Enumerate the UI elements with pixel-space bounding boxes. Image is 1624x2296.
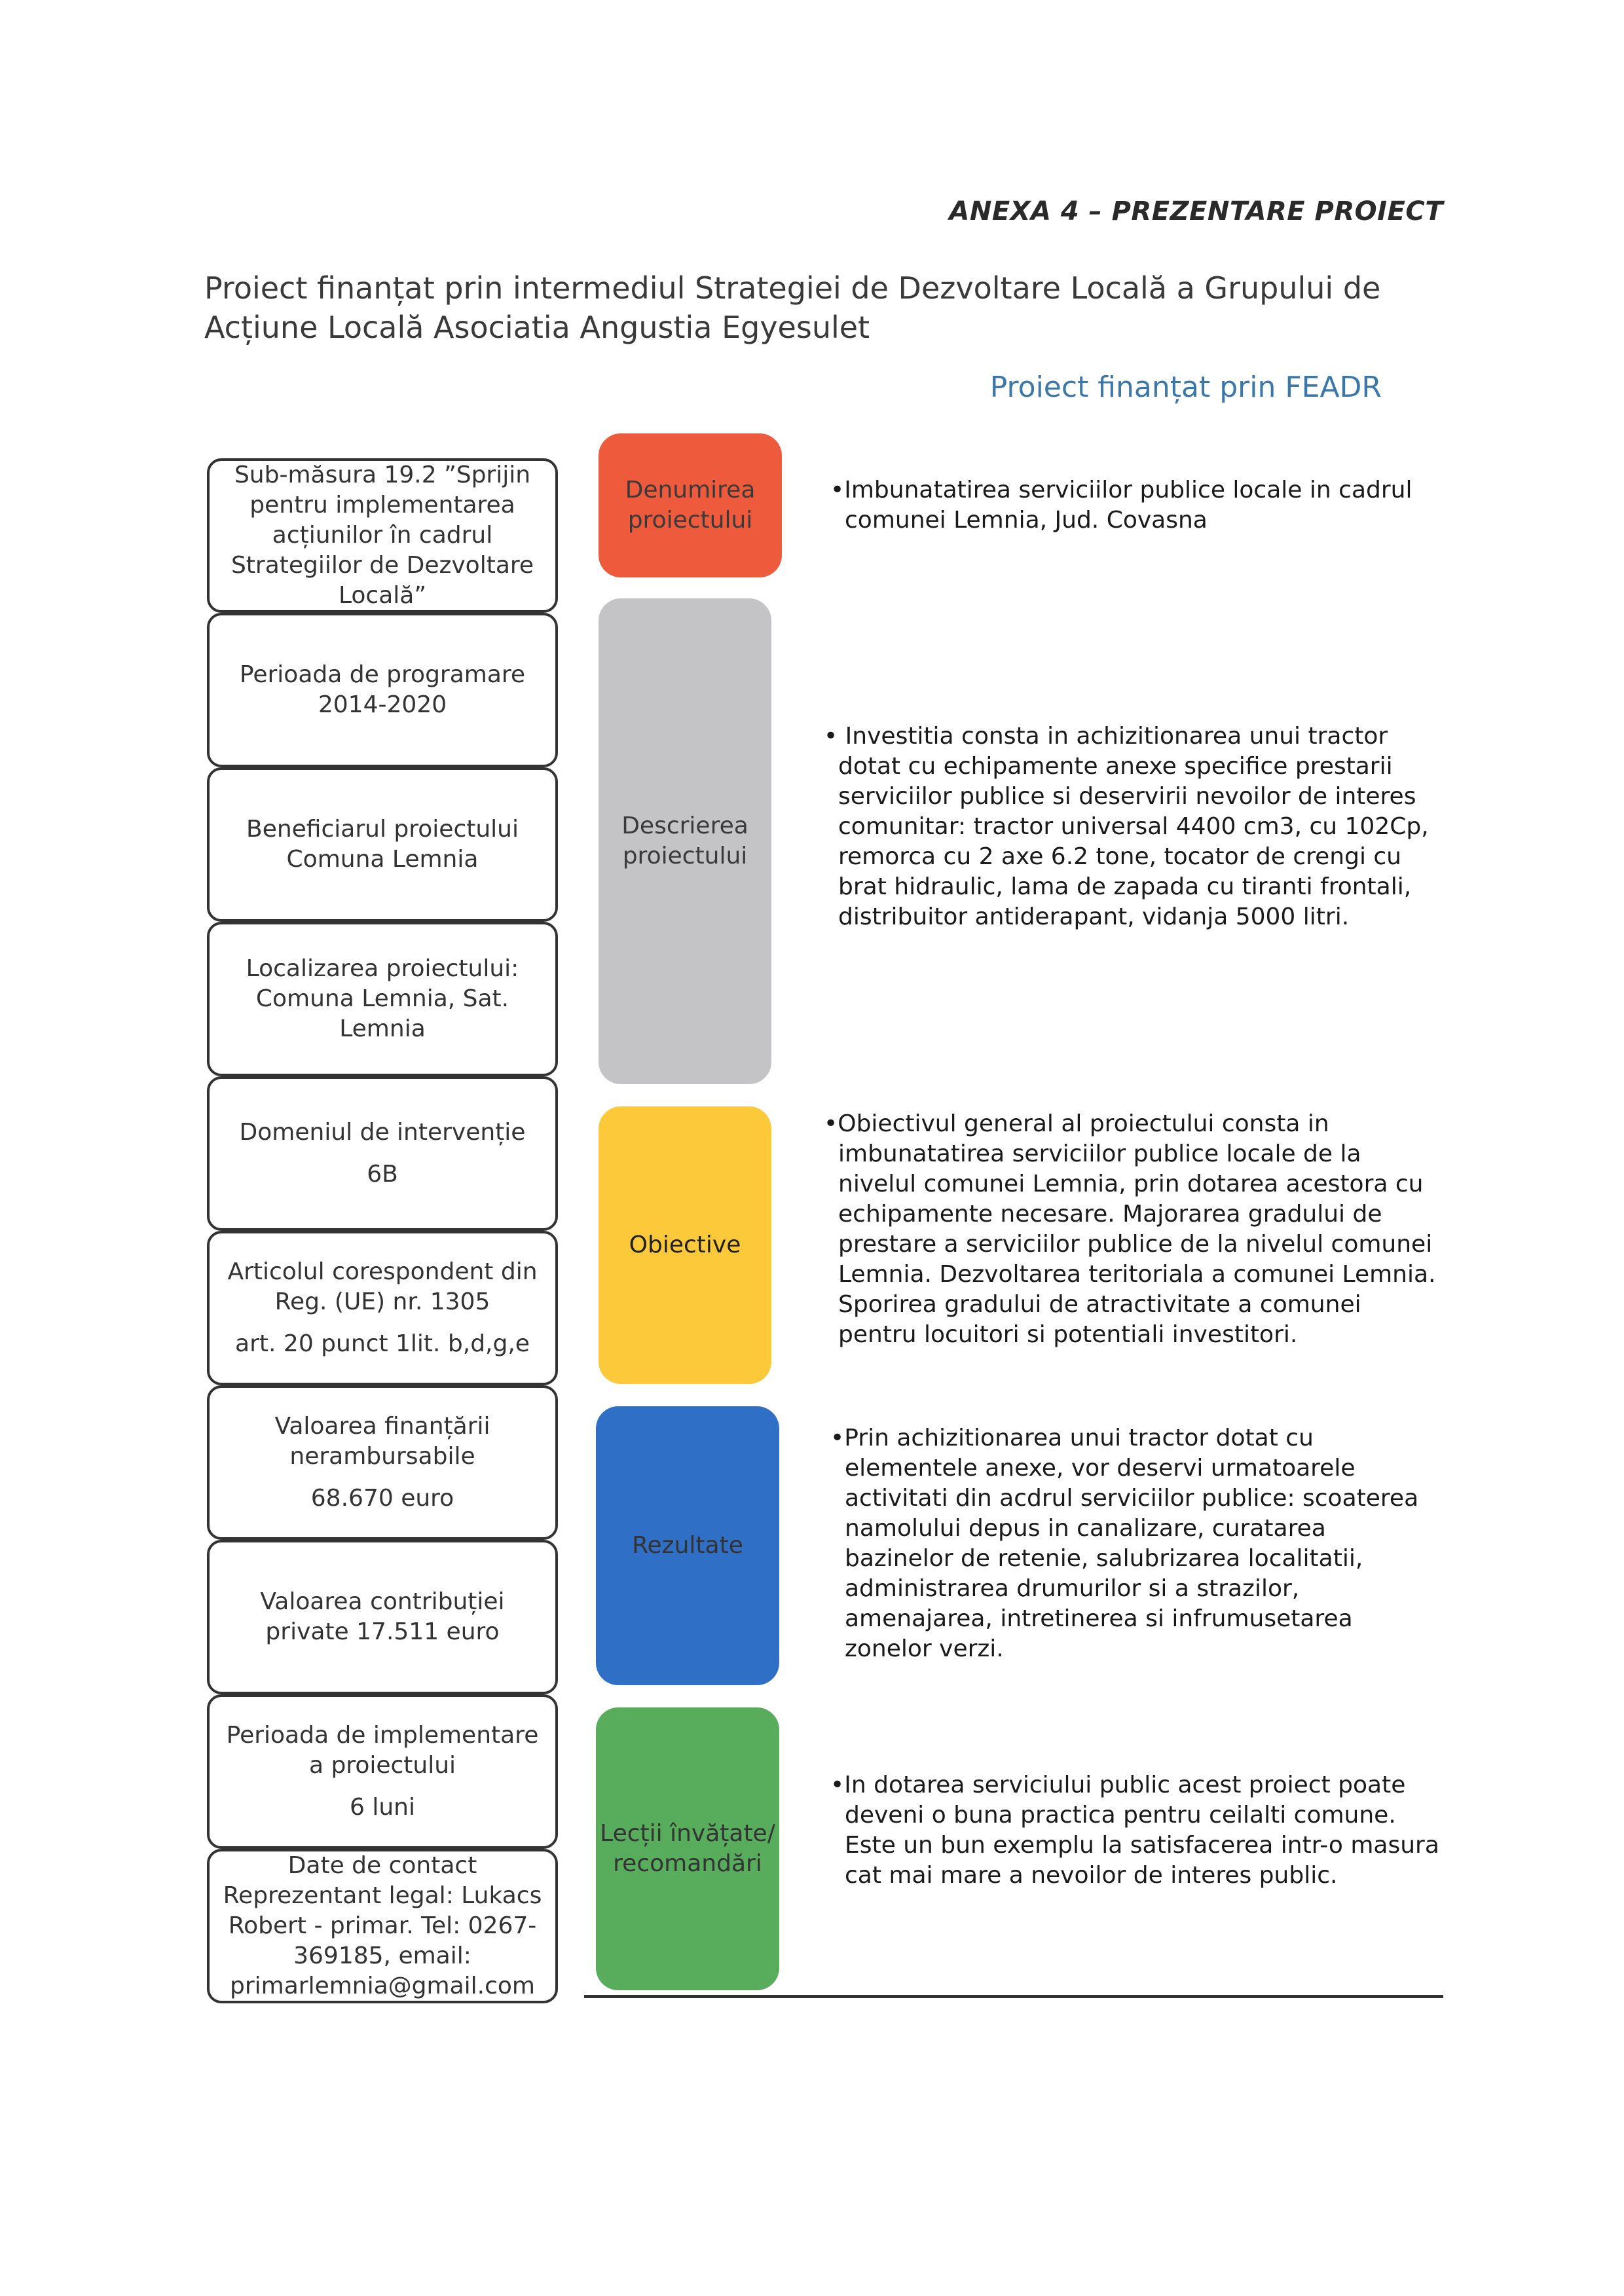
objectives-box bbox=[599, 1106, 771, 1384]
implementation-period-label: Perioada de implementare a proiectului bbox=[226, 1722, 539, 1779]
funding-subtitle: Proiect finanțat prin FEADR bbox=[989, 371, 1382, 404]
results-text: •Prin achizitionarea unui tractor dotat cu elementele anexe, vor deservi urmatoarele activitati din acdrul serviciilor publice: scoaterea namolului depus in canalizare, curatarea bazinelor de retenie, salubrizarea localitatii, administrarea drumurilor si a strazilor, amenajarea, intretinerea si infrumusetarea zonelor verzi. bbox=[830, 1425, 1419, 1662]
article-box bbox=[207, 1231, 558, 1385]
programming-period-value: 2014-2020 bbox=[318, 691, 447, 718]
article-label: Articolul corespondent din Reg. (UE) nr. 1305 bbox=[227, 1258, 538, 1315]
location-text: Localizarea proiectului: Comuna Lemnia, Sat. Lemnia bbox=[246, 955, 519, 1042]
lessons-learned-label: Lecții învățate/ recomandări bbox=[600, 1820, 775, 1877]
project-description-box bbox=[599, 598, 771, 1084]
submasura-text: Sub-măsura 19.2 ”Sprijin pentru implementarea acțiunilor în cadrul Strategiilor de Dezvoltare Locală” bbox=[231, 462, 534, 609]
contact-text: Reprezentant legal: Lukacs Robert - primar. Tel: 0267-369185, email: primarlemnia@gmail.com bbox=[223, 1882, 542, 1999]
location-box bbox=[207, 922, 558, 1076]
contact-label: Date de contact bbox=[287, 1852, 477, 1879]
programming-period-label: Perioada de programare bbox=[239, 661, 526, 688]
document-title: Proiect finanțat prin intermediul Strategiei de Dezvoltare Locală a Grupului de Acțiune Locală Asociatia Angustia Egyesulet bbox=[204, 270, 1381, 345]
project-description-label: Descrierea proiectului bbox=[621, 812, 748, 869]
project-name-label: Denumirea proiectului bbox=[625, 477, 756, 534]
private-contribution-text: Valoarea contribuției private 17.511 euro bbox=[260, 1588, 505, 1645]
programming-period-box bbox=[207, 613, 558, 767]
submasura-box bbox=[207, 458, 558, 613]
project-name-text: •Imbunatatirea serviciilor publice locale in cadrul comunei Lemnia, Jud. Covasna bbox=[830, 477, 1412, 534]
results-box bbox=[596, 1406, 779, 1685]
intervention-domain-value: 6B bbox=[367, 1161, 398, 1188]
project-description-text: • Investitia consta in achizitionarea unui tractor dotat cu echipamente anexe specifice prestarii serviciilor publice si deservirii nevoilor de interes comunitar: tractor universal 4400 cm3, cu 102Cp, remorca cu 2 axe 6.2 tone, tocator de crengi cu brat hidraulic, lama de zapada cu tiranti frontali, distribuitor antiderapant, vidanja 5000 litri. bbox=[824, 723, 1429, 930]
beneficiary-label: Beneficiarul proiectului bbox=[246, 816, 519, 843]
annex-heading: ANEXA 4 – PREZENTARE PROIECT bbox=[949, 196, 1443, 227]
contact-box bbox=[207, 1849, 558, 2003]
intervention-domain-box bbox=[207, 1076, 558, 1231]
objectives-text: •Obiectivul general al proiectului consta in imbunatatirea serviciilor publice locale de la nivelul comunei Lemnia, prin dotarea acestora cu echipamente necesare. Majorarea gradului de prestare a serviciilor publice de la nivelul comunei Lemnia. Dezvoltarea teritoriala a comunei Lemnia. Sporirea gradului de atractivitate a comunei pentru locuitori si potentiali investitori. bbox=[824, 1110, 1436, 1348]
implementation-period-value: 6 luni bbox=[350, 1794, 415, 1821]
private-contribution-box bbox=[207, 1540, 558, 1694]
project-name-box bbox=[599, 433, 782, 577]
grant-value-amount: 68.670 euro bbox=[310, 1485, 454, 1512]
grant-value-box bbox=[207, 1385, 558, 1540]
beneficiary-box bbox=[207, 767, 558, 922]
lessons-learned-text: •In dotarea serviciului public acest proiect poate deveni o buna practica pentru ceilalti comune. Este un bun exemplu la satisfacerea intr-o masura cat mai mare a nevoilor de interes public. bbox=[830, 1772, 1439, 1889]
bottom-divider bbox=[584, 1995, 1443, 1998]
article-value: art. 20 punct 1lit. b,d,g,e bbox=[235, 1330, 530, 1357]
implementation-period-box bbox=[207, 1694, 558, 1849]
intervention-domain-label: Domeniul de intervenție bbox=[239, 1119, 526, 1146]
beneficiary-value: Comuna Lemnia bbox=[286, 846, 479, 873]
results-label: Rezultate bbox=[632, 1532, 743, 1559]
lessons-learned-box bbox=[596, 1707, 779, 1990]
objectives-label: Obiective bbox=[629, 1231, 741, 1258]
grant-value-label: Valoarea finanțării nerambursabile bbox=[274, 1413, 490, 1470]
